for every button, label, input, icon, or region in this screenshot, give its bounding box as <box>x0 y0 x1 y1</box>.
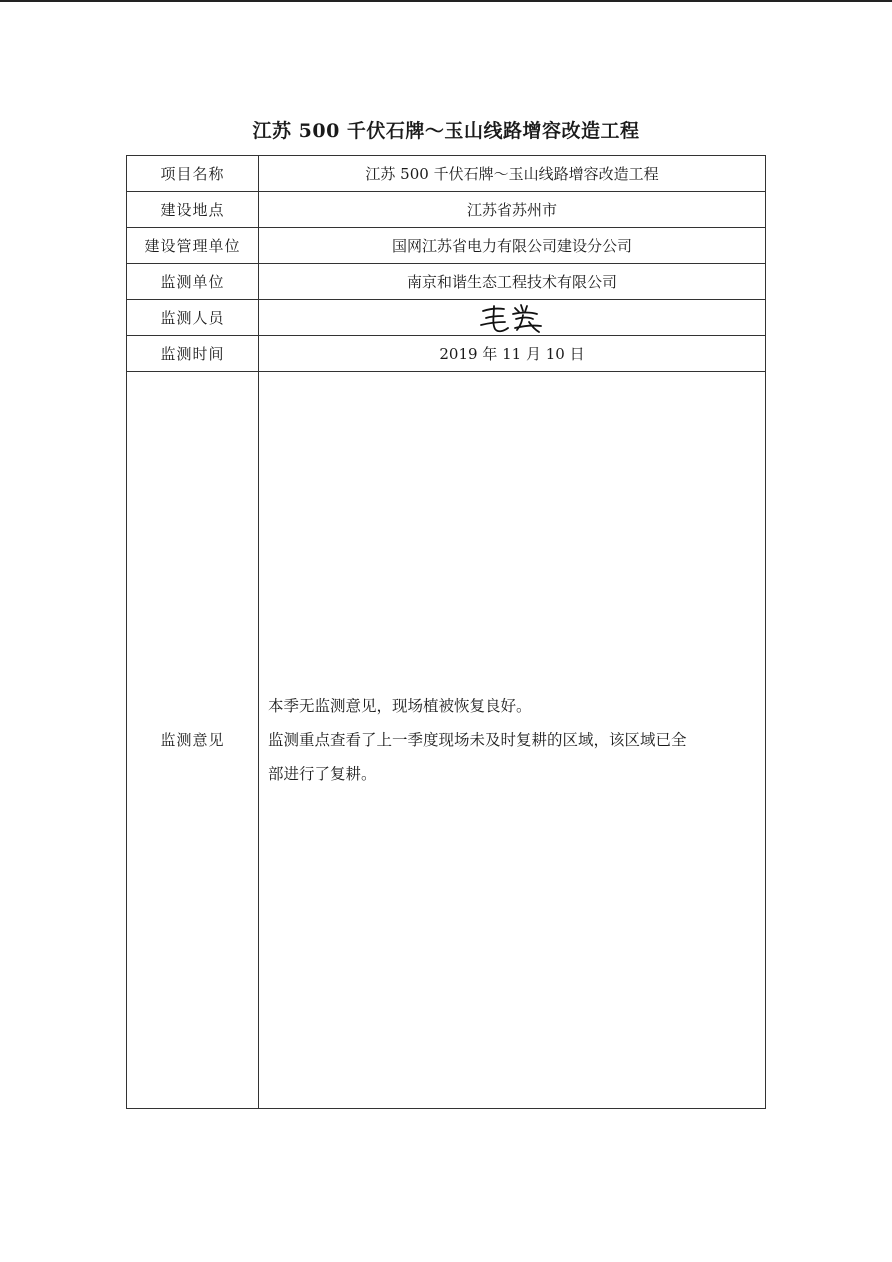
management-unit-label: 建设管理单位 <box>127 228 259 264</box>
table-row <box>127 336 766 372</box>
table-row <box>127 156 766 192</box>
monitoring-staff-value <box>259 300 766 336</box>
monitoring-opinion-content <box>259 372 766 1109</box>
opinion-line: 监测重点查看了上一季度现场未及时复耕的区域，该区域已全 <box>268 731 687 749</box>
monitoring-time-label: 监测时间 <box>127 336 259 372</box>
table-row <box>127 228 766 264</box>
top-border-line <box>0 0 892 2</box>
document-title: 江苏 500 千伏石牌～玉山线路增容改造工程 <box>252 120 640 142</box>
project-name-label: 项目名称 <box>127 156 259 192</box>
project-name-value: 江苏 500 千伏石牌～玉山线路增容改造工程 <box>259 156 766 192</box>
table-row <box>127 192 766 228</box>
table-row <box>127 264 766 300</box>
table-row <box>127 372 766 1109</box>
opinion-line: 本季无监测意见，现场植被恢复良好。 <box>268 697 532 715</box>
monitoring-staff-label: 监测人员 <box>127 300 259 336</box>
construction-site-value: 江苏省苏州市 <box>259 192 766 228</box>
monitoring-unit-label: 监测单位 <box>127 264 259 300</box>
construction-site-label: 建设地点 <box>127 192 259 228</box>
monitoring-record-table <box>126 155 766 1109</box>
monitoring-opinion-label: 监测意见 <box>127 372 259 1109</box>
management-unit-value: 国网江苏省电力有限公司建设分公司 <box>259 228 766 264</box>
table-row <box>127 300 766 336</box>
opinion-line: 部进行了复耕。 <box>268 765 377 783</box>
monitoring-time-value: 2019 年 11 月 10 日 <box>259 336 766 372</box>
monitoring-unit-value: 南京和谐生态工程技术有限公司 <box>259 264 766 300</box>
handwritten-signature <box>477 301 547 335</box>
